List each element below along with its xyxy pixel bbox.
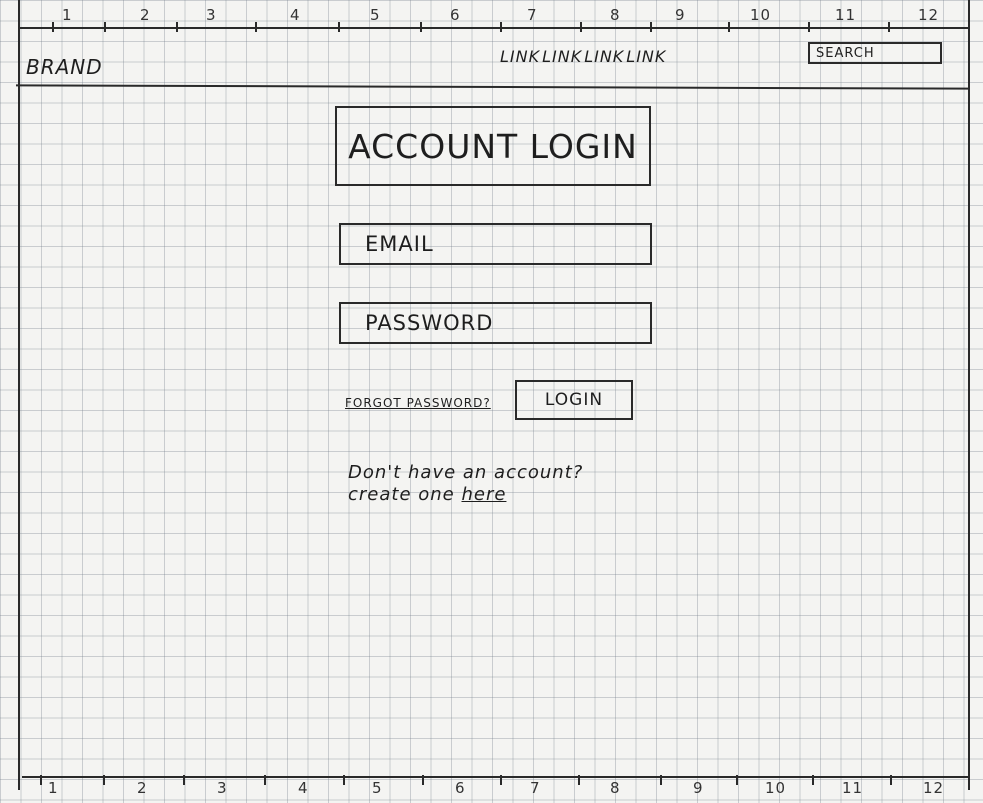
ruler-tick	[578, 775, 580, 785]
ruler-number: 9	[693, 779, 704, 797]
bottom-grid-ruler	[0, 772, 983, 796]
ruler-number: 3	[217, 779, 228, 797]
ruler-number: 6	[450, 6, 461, 24]
ruler-number: 8	[610, 779, 621, 797]
ruler-tick	[580, 22, 582, 32]
ruler-tick	[500, 775, 502, 785]
ruler-tick	[40, 775, 42, 785]
ruler-number: 12	[923, 779, 945, 797]
ruler-tick	[420, 22, 422, 32]
ruler-number: 2	[137, 779, 148, 797]
login-title-box	[335, 106, 651, 186]
ruler-tick	[183, 775, 185, 785]
email-field-label: EMAIL	[365, 232, 434, 256]
ruler-tick	[736, 775, 738, 785]
ruler-number: 1	[48, 779, 59, 797]
ruler-tick	[176, 22, 178, 32]
password-field[interactable]	[339, 302, 652, 344]
ruler-number: 4	[298, 779, 309, 797]
ruler-tick	[338, 22, 340, 32]
brand-logo[interactable]: BRAND	[26, 55, 103, 79]
ruler-number: 7	[530, 779, 541, 797]
signup-prompt	[348, 462, 583, 506]
page-title: ACCOUNT LOGIN	[348, 126, 638, 166]
signup-line-2-text: create one	[348, 484, 455, 505]
ruler-tick	[728, 22, 730, 32]
ruler-number: 4	[290, 6, 301, 24]
ruler-number: 8	[610, 6, 621, 24]
ruler-tick	[888, 22, 890, 32]
ruler-number: 3	[206, 6, 217, 24]
frame-right-border	[968, 0, 970, 790]
top-grid-ruler	[0, 4, 983, 28]
ruler-number: 10	[750, 6, 772, 24]
ruler-number: 2	[140, 6, 151, 24]
frame-left-border	[18, 0, 20, 790]
nav-link-2[interactable]: LINK	[542, 47, 583, 66]
forgot-password-link[interactable]: FORGOT PASSWORD?	[345, 396, 491, 410]
ruler-number: 5	[370, 6, 381, 24]
nav-link-1[interactable]: LINK	[500, 47, 541, 66]
ruler-tick	[343, 775, 345, 785]
ruler-number: 10	[765, 779, 787, 797]
ruler-number: 11	[835, 6, 857, 24]
ruler-tick	[660, 775, 662, 785]
ruler-tick	[422, 775, 424, 785]
ruler-number: 6	[455, 779, 466, 797]
signup-link[interactable]: here	[461, 484, 507, 505]
nav-link-4[interactable]: LINK	[626, 47, 667, 66]
signup-line-2	[348, 484, 583, 506]
ruler-tick	[812, 775, 814, 785]
ruler-tick	[264, 775, 266, 785]
ruler-number: 1	[62, 6, 73, 24]
ruler-tick	[103, 775, 105, 785]
ruler-tick	[890, 775, 892, 785]
login-button[interactable]: LOGIN	[515, 380, 633, 420]
ruler-tick	[255, 22, 257, 32]
ruler-number: 9	[675, 6, 686, 24]
email-field[interactable]	[339, 223, 652, 265]
navbar-divider	[16, 84, 970, 89]
search-input[interactable]: SEARCH	[808, 42, 942, 64]
password-field-label: PASSWORD	[365, 311, 494, 335]
ruler-number: 5	[372, 779, 383, 797]
ruler-number: 11	[842, 779, 864, 797]
ruler-tick	[500, 22, 502, 32]
nav-links	[500, 47, 666, 66]
ruler-tick	[650, 22, 652, 32]
ruler-tick	[52, 22, 54, 32]
signup-line-1: Don't have an account?	[348, 462, 584, 483]
ruler-tick	[104, 22, 106, 32]
ruler-number: 7	[527, 6, 538, 24]
ruler-number: 12	[918, 6, 940, 24]
ruler-tick	[808, 22, 810, 32]
nav-link-3[interactable]: LINK	[584, 47, 625, 66]
